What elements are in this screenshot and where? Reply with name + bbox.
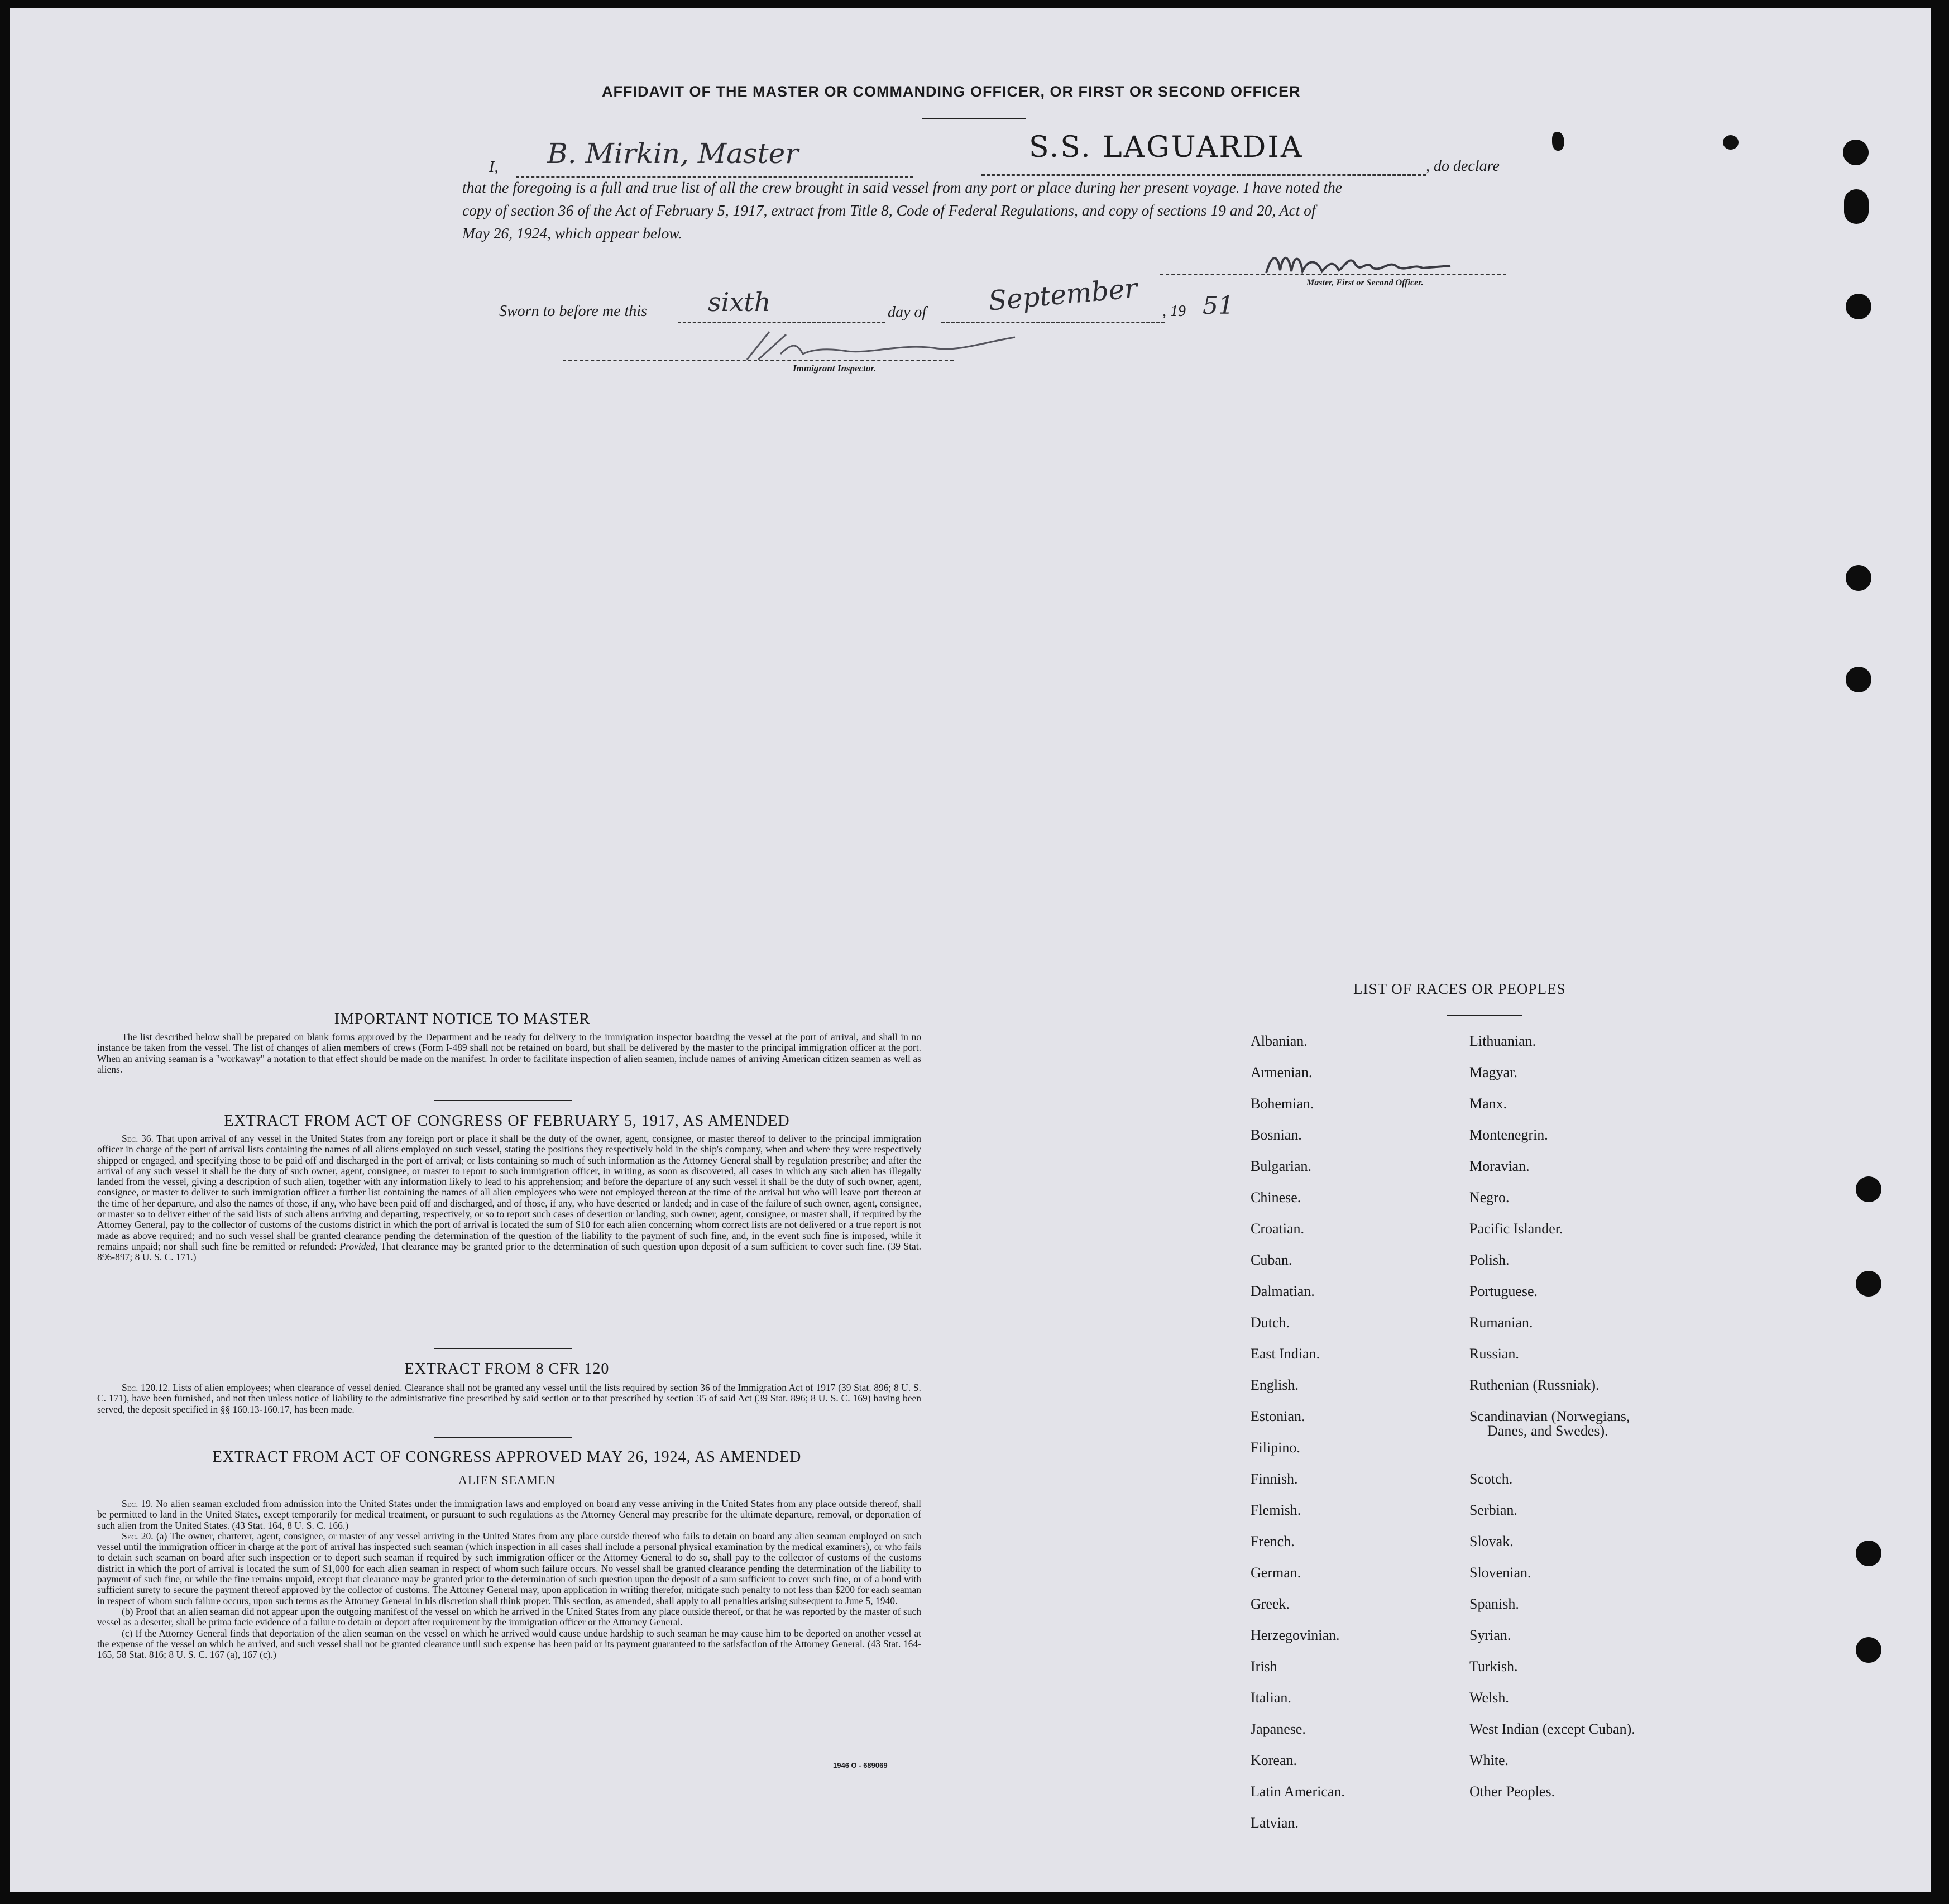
race-item: Other Peoples.: [1469, 1783, 1555, 1800]
extract-cfr-text: [97, 1382, 921, 1415]
year-prefix: , 19: [1162, 303, 1186, 320]
race-item: Latvian.: [1251, 1815, 1299, 1831]
master-signature-caption: Master, First or Second Officer.: [1306, 278, 1424, 288]
section-rule: [434, 1437, 572, 1438]
race-item: Dalmatian.: [1251, 1283, 1315, 1299]
race-item: Moravian.: [1469, 1158, 1530, 1174]
race-item: Russian.: [1469, 1346, 1519, 1362]
race-item: West Indian (except Cuban).: [1469, 1721, 1635, 1737]
race-item: Ruthenian (Russniak).: [1469, 1377, 1600, 1393]
race-item: Japanese.: [1251, 1721, 1306, 1737]
affidavit-body-line3: May 26, 1924, which appear below.: [462, 224, 682, 242]
sec-36-label: Sec. 36.: [122, 1133, 154, 1144]
race-item: Estonian.: [1251, 1408, 1305, 1424]
race-item: Polish.: [1469, 1252, 1510, 1268]
race-item: Flemish.: [1251, 1502, 1301, 1518]
affidavit-body-line2: copy of section 36 of the Act of February 5, 1917, extract from Title 8, Code of Federal Regulations, and copy of sections 19 and 20, Act of: [462, 202, 1316, 219]
race-item: Finnish.: [1251, 1471, 1298, 1487]
extract-1924-subtitle: ALIEN SEAMEN: [458, 1473, 556, 1487]
race-item: Pacific Islander.: [1469, 1221, 1563, 1237]
vessel-name-line: [981, 174, 1426, 176]
race-item: Lithuanian.: [1469, 1033, 1536, 1049]
race-item: Manx.: [1469, 1095, 1507, 1112]
extract-1924-title: EXTRACT FROM ACT OF CONGRESS APPROVED MAY 26, 1924, AS AMENDED: [212, 1448, 802, 1466]
race-item: Welsh.: [1469, 1690, 1509, 1706]
race-item: Montenegrin.: [1469, 1127, 1548, 1143]
race-item: Armenian.: [1251, 1064, 1313, 1080]
race-item: Syrian.: [1469, 1627, 1511, 1643]
race-item: Slovak.: [1469, 1533, 1514, 1549]
master-name-line: [516, 176, 913, 178]
inspector-signature: [736, 320, 1026, 371]
affidavit-title: AFFIDAVIT OF THE MASTER OR COMMANDING OFFICER, OR FIRST OR SECOND OFFICER: [602, 83, 1301, 100]
punch-hole: [1856, 1176, 1881, 1202]
ink-mark: [1552, 132, 1564, 151]
race-item: English.: [1251, 1377, 1299, 1393]
race-item: Dutch.: [1251, 1314, 1290, 1331]
race-item: Chinese.: [1251, 1189, 1301, 1205]
race-item: Korean.: [1251, 1752, 1297, 1768]
races-title-rule: [1447, 1015, 1522, 1016]
race-item: Serbian.: [1469, 1502, 1517, 1518]
inspector-caption: Immigrant Inspector.: [793, 363, 877, 374]
sworn-month-handwritten: September: [987, 272, 1139, 317]
race-item: Portuguese.: [1469, 1283, 1538, 1299]
punch-hole: [1846, 294, 1871, 319]
race-item: Albanian.: [1251, 1033, 1308, 1049]
race-item: Bohemian.: [1251, 1095, 1314, 1112]
extract-1917-text: [97, 1133, 921, 1263]
race-item: Turkish.: [1469, 1658, 1518, 1675]
race-item: Filipino.: [1251, 1439, 1300, 1456]
race-item: Italian.: [1251, 1690, 1291, 1706]
race-item: Danes, and Swedes).: [1487, 1423, 1608, 1439]
notice-paragraph: The list described below shall be prepared on blank forms approved by the Department and be ready for delivery to the immigration inspector boarding the vessel at the port of arrival, and shall in no instance be taken from the vessel. The list of changes of alien members of crews (Form I-489 shall not be retained on board, but shall be delivered by the master to the principal immigration officer at the port. When an arriving seaman is a "workaway" a notation to that effect should be made on the manifest. In order to facilitate inspection of alien seamen, include names of arriving American citizen seamen as well as aliens.: [97, 1031, 921, 1075]
race-item: Spanish.: [1469, 1596, 1519, 1612]
race-item: Latin American.: [1251, 1783, 1345, 1800]
extract-1917-title: EXTRACT FROM ACT OF CONGRESS OF FEBRUARY 5, 1917, AS AMENDED: [224, 1112, 790, 1130]
race-item: Bulgarian.: [1251, 1158, 1312, 1174]
section-rule: [434, 1100, 572, 1101]
punch-hole: [1856, 1541, 1881, 1566]
race-item: Croatian.: [1251, 1221, 1305, 1237]
print-code: 1946 O - 689069: [833, 1761, 888, 1769]
punch-hole: [1856, 1271, 1881, 1297]
races-title: LIST OF RACES OR PEOPLES: [1353, 980, 1566, 997]
race-item: German.: [1251, 1565, 1301, 1581]
notice-title: IMPORTANT NOTICE TO MASTER: [334, 1011, 591, 1028]
race-item: Cuban.: [1251, 1252, 1292, 1268]
vessel-name: S.S. LAGUARDIA: [1029, 131, 1304, 164]
master-name-handwritten: B. Mirkin, Master: [547, 137, 799, 170]
race-item: Magyar.: [1469, 1064, 1517, 1080]
do-declare-label: , do declare: [1426, 157, 1500, 175]
race-item: Scotch.: [1469, 1471, 1513, 1487]
year-suffix-handwritten: 51: [1203, 291, 1234, 320]
race-item: Scandinavian (Norwegians,: [1469, 1408, 1630, 1424]
master-signature-line: [1160, 274, 1506, 275]
extract-cfr-title: EXTRACT FROM 8 CFR 120: [404, 1360, 610, 1377]
race-item: White.: [1469, 1752, 1509, 1768]
punch-hole: [1846, 667, 1871, 692]
race-item: Rumanian.: [1469, 1314, 1533, 1331]
race-item: Greek.: [1251, 1596, 1290, 1612]
sec-36-text: That upon arrival of any vessel in the United States from any foreign port or place it shall be the duty of the owner, agent, consignee, or master thereof to deliver to the principal immigration officer in charge of the port of arrival lists containing the names of all aliens employed on such vessel, stating the positions they respectively hold in the ship's company, when and where they were respectively shipped or engaged, and specifying those to be paid off and discharged in the port of arrival; or lists containing so much of such information as the Attorney General shall by regulation prescribe; and after the arrival of any such vessel it shall be the duty of such owner, agent, consignee, or master to report to such immigration officer, in writing, as soon as discovered, all cases in which any such alien has illegally landed from the vessel, giving a description of such alien, together with any information likely to lead to his apprehension; and before the departure of any such vessel it shall be the duty of such owner, agent, consignee, or master to deliver to such immigration officer a further list containing the names of all alien employees who were not employed thereon at the time of the arrival but who will leave port thereon at the time of her departure, and also the names of those, if any, who have been paid off and discharged, and of those, if any, who have deserted or landed; and in case of the failure of such owner, agent, consignee, or master so to deliver either of the said lists of such aliens arriving and departing, respectively, or so to report such cases of desertion or landing, such owner, agent, consignee, or master shall, if required by the Attorney General, pay to the collector of customs of the customs district in which the port of arrival is located the sum of $10 for each alien concerning whom correct lists are not delivered or a true report is not made as above required; and no such vessel shall be granted clearance pending the determination of the question of the liability to the payment of such fine, and, in the event such fine is imposed, while it remains unpaid; nor shall such fine be remitted or refunded:: [97, 1133, 921, 1252]
punch-hole: [1846, 565, 1871, 591]
document-page: [10, 8, 1931, 1892]
race-item: Herzegovinian.: [1251, 1627, 1340, 1643]
race-item: Negro.: [1469, 1189, 1510, 1205]
sec-19-label: Sec. 19.: [122, 1498, 154, 1509]
sec-120-12-label: Sec. 120.12.: [122, 1382, 170, 1393]
day-of-label: day of: [888, 304, 927, 321]
affidavit-body-line1: that the foregoing is a full and true list of all the crew brought in said vessel from any port or place during her present voyage. I have noted the: [462, 179, 1342, 196]
notice-text: [97, 1032, 921, 1075]
sec-120-12-text: Lists of alien employees; when clearance of vessel denied. Clearance shall not be granted any vessel until the lists required by section 36 of the Immigration Act of 1917 (39 Stat. 896; 8 U. S. C. 171), have been furnished, and not then unless notice of liability to the administrative fine prescribed by said section or to that prescribed by section 35 of said Act (39 Stat. 896; 8 U. S. C. 169) having been served, the deposit specified in §§ 160.13-160.17, has been made.: [97, 1382, 922, 1415]
section-rule: [434, 1348, 572, 1349]
proviso-label: Provided,: [339, 1240, 378, 1252]
sec-19-text: No alien seaman excluded from admission into the United States under the immigration laws and employed on board any vesse arriving in the United States from any place outside thereof, shall be permitted to land in the United States, except temporarily for medical treatment, or pursuant to such regulations as the Attorney General may prescribe for the ultimate departure, removal, or deportation of such alien from the United States. (43 Stat. 164, 8 U. S. C. 166.): [97, 1498, 921, 1531]
sec-20a-text: (a) The owner, charterer, agent, consignee, or master of any vessel arriving in the United States from any place outside thereof who fails to detain on board any alien seaman employed on such vessel until the immigration officer in charge at the port of arrival has inspected such seaman (which inspection in all cases shall include a personal physical examination by the medical examiners), or who fails to detain such seaman on board after such inspection or to deport such seaman if required by such immigration officer or the Attorney General to do so, shall pay to the collector of customs of the customs district in which the port of arrival is located the sum of $1,000 for each alien seaman in respect of whom such failure occurs. No vessel shall be granted clearance pending the determination of the liability to payment of such fine, or while the fine remains unpaid, except that clearance may be granted prior to the determination of such question upon the deposit of a sum sufficient to cover such fine, or of a bond with sufficient surety to secure the payment thereof approved by the collector of customs. The Attorney General may, upon application in writing therefor, mitigate such penalty to not less than $200 for each seaman in respect of whom such failure occurs, upon such terms as the Attorney General in his discretion shall think proper. This section, as amended, shall apply to all penalties arising subsequent to June 5, 1940.: [97, 1530, 921, 1606]
punch-hole: [1843, 140, 1869, 165]
sworn-label: Sworn to before me this: [499, 303, 647, 320]
extract-1924-text: [97, 1499, 921, 1660]
proviso-text: That clearance may be granted prior to the determination of such question upon deposit of a sum sufficient to cover such fine. (39 Stat. 896-897; 8 U. S. C. 171.): [97, 1240, 922, 1263]
inspector-signature-line: [563, 360, 954, 361]
sworn-day-handwritten: sixth: [708, 287, 771, 317]
punch-hole: [1856, 1637, 1881, 1663]
punch-hole: [1844, 189, 1869, 224]
race-item: French.: [1251, 1533, 1295, 1549]
race-item: Bosnian.: [1251, 1127, 1302, 1143]
sec-20-label: Sec. 20.: [122, 1530, 154, 1542]
sec-20b-text: (b) Proof that an alien seaman did not appear upon the outgoing manifest of the vessel on which he arrived in the United States from any place outside thereof, or that he was reported by the master of such vessel as a deserter, shall be prima facie evidence of a failure to detain or deport after requirement by the immigration officer or the Attorney General.: [97, 1605, 921, 1628]
race-item: Irish: [1251, 1658, 1277, 1675]
ink-mark: [1723, 135, 1739, 150]
affidavit-i-label: I,: [489, 159, 499, 176]
sec-20c-text: (c) If the Attorney General finds that deportation of the alien seaman on the vessel on which he arrived would cause undue hardship to such seaman he may cause him to be deported on another vessel at the expense of the vessel on which he arrived, and such vessel shall not be granted clearance until such expense has been paid or its payment guaranteed to the satisfaction of the Attorney General. (43 Stat. 164-165, 58 Stat. 816; 8 U. S. C. 167 (a), 167 (c).): [97, 1627, 921, 1661]
title-rule: [922, 118, 1026, 119]
race-item: Slovenian.: [1469, 1565, 1531, 1581]
race-item: East Indian.: [1251, 1346, 1320, 1362]
